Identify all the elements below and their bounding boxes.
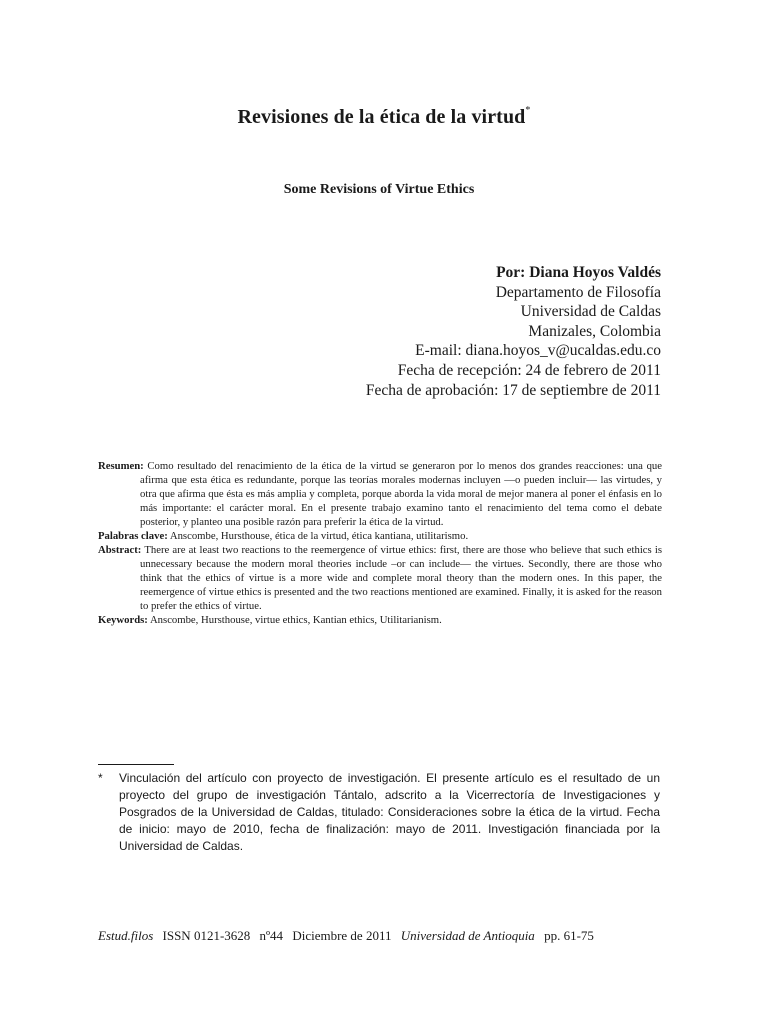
abstracts-section <box>98 459 662 627</box>
footnote-divider <box>98 764 174 765</box>
author-department: Departamento de Filosofía <box>495 283 661 301</box>
article-subtitle: Some Revisions of Virtue Ethics <box>283 182 475 197</box>
keywords-paragraph <box>98 613 662 627</box>
resumen-text: Como resultado del renacimiento de la ética de la virtud se generaron por lo menos dos grandes reacciones: una que afirma que esta ética es redundante, porque las teorías morales modernas incluyen —o pueden incluir— las virtudes, y otra que afirma que ésta es más amplia y completa, porque aborda la vida moral de mejor manera al poner el énfasis en lo más importante: el carácter moral. En el presente trabajo examino tanto el renacimiento del tema como el debate posterior, y planteo una posible razón para preferir la ética de la virtud. <box>140 460 662 528</box>
footnote-mark: * <box>98 771 103 785</box>
author-block <box>366 263 661 400</box>
footer-journal: Estud.filos <box>98 928 154 943</box>
title-footnote-mark[interactable]: * <box>525 105 531 117</box>
resumen-label: Resumen: <box>98 460 144 472</box>
approved-date: Fecha de aprobación: 17 de septiembre de 2011 <box>365 381 661 399</box>
author-university: Universidad de Caldas <box>520 303 661 321</box>
palabras-clave-text: Anscombe, Hursthouse, ética de la virtud, ética kantiana, utilitarismo. <box>169 530 469 542</box>
palabras-clave-paragraph <box>98 529 662 543</box>
author-byline: Por: Diana Hoyos Valdés <box>496 264 661 281</box>
footer-issue: nº44 <box>259 928 284 943</box>
article-title-text: Revisiones de la ética de la virtud <box>237 106 526 128</box>
footer-pages: pp. 61-75 <box>544 928 594 943</box>
footer-date: Diciembre de 2011 <box>292 928 392 943</box>
keywords-text: Anscombe, Hursthouse, virtue ethics, Kantian ethics, Utilitarianism. <box>149 614 442 626</box>
received-date: Fecha de recepción: 24 de febrero de 2011 <box>397 361 661 379</box>
resumen-paragraph <box>98 459 662 529</box>
palabras-clave-label: Palabras clave: <box>98 530 168 542</box>
keywords-label: Keywords: <box>98 614 148 626</box>
footer-issn: ISSN 0121-3628 <box>162 928 251 943</box>
footnote-text: Vinculación del artículo con proyecto de investigación. El presente artículo es el resultado de un proyecto del grupo de investigación Tántalo, adscrito a la Vicerrectoría de Investigaciones y Posgrados de la Universidad de Caldas, titulado: Consideraciones sobre la ética de la virtud. Fecha de inicio: mayo de 2010, fecha de finalización: mayo de 2011. Investigación financiada por la Universidad de Caldas. <box>119 771 660 853</box>
page-footer <box>98 928 664 944</box>
article-title <box>0 106 768 129</box>
abstract-label: Abstract: <box>98 544 142 556</box>
footer-university: Universidad de Antioquia <box>400 928 535 943</box>
footnote <box>98 770 660 855</box>
abstract-paragraph <box>98 543 662 613</box>
author-location: Manizales, Colombia <box>528 322 661 340</box>
abstract-text: There are at least two reactions to the reemergence of virtue ethics: first, there are those who believe that such ethics is unnecessary because the modern moral theories include –or can include— the virtues. Secondly, there are those who think that the ethics of virtue is a more wide and complete moral theory than the modern ones. In this paper, the reemergence of virtue ethics is presented and the two reactions mentioned are examined. Finally, it is asked for the reason to prefer the ethics of virtue. <box>140 544 662 612</box>
author-email[interactable]: E-mail: diana.hoyos_v@ucaldas.edu.co <box>415 342 661 360</box>
